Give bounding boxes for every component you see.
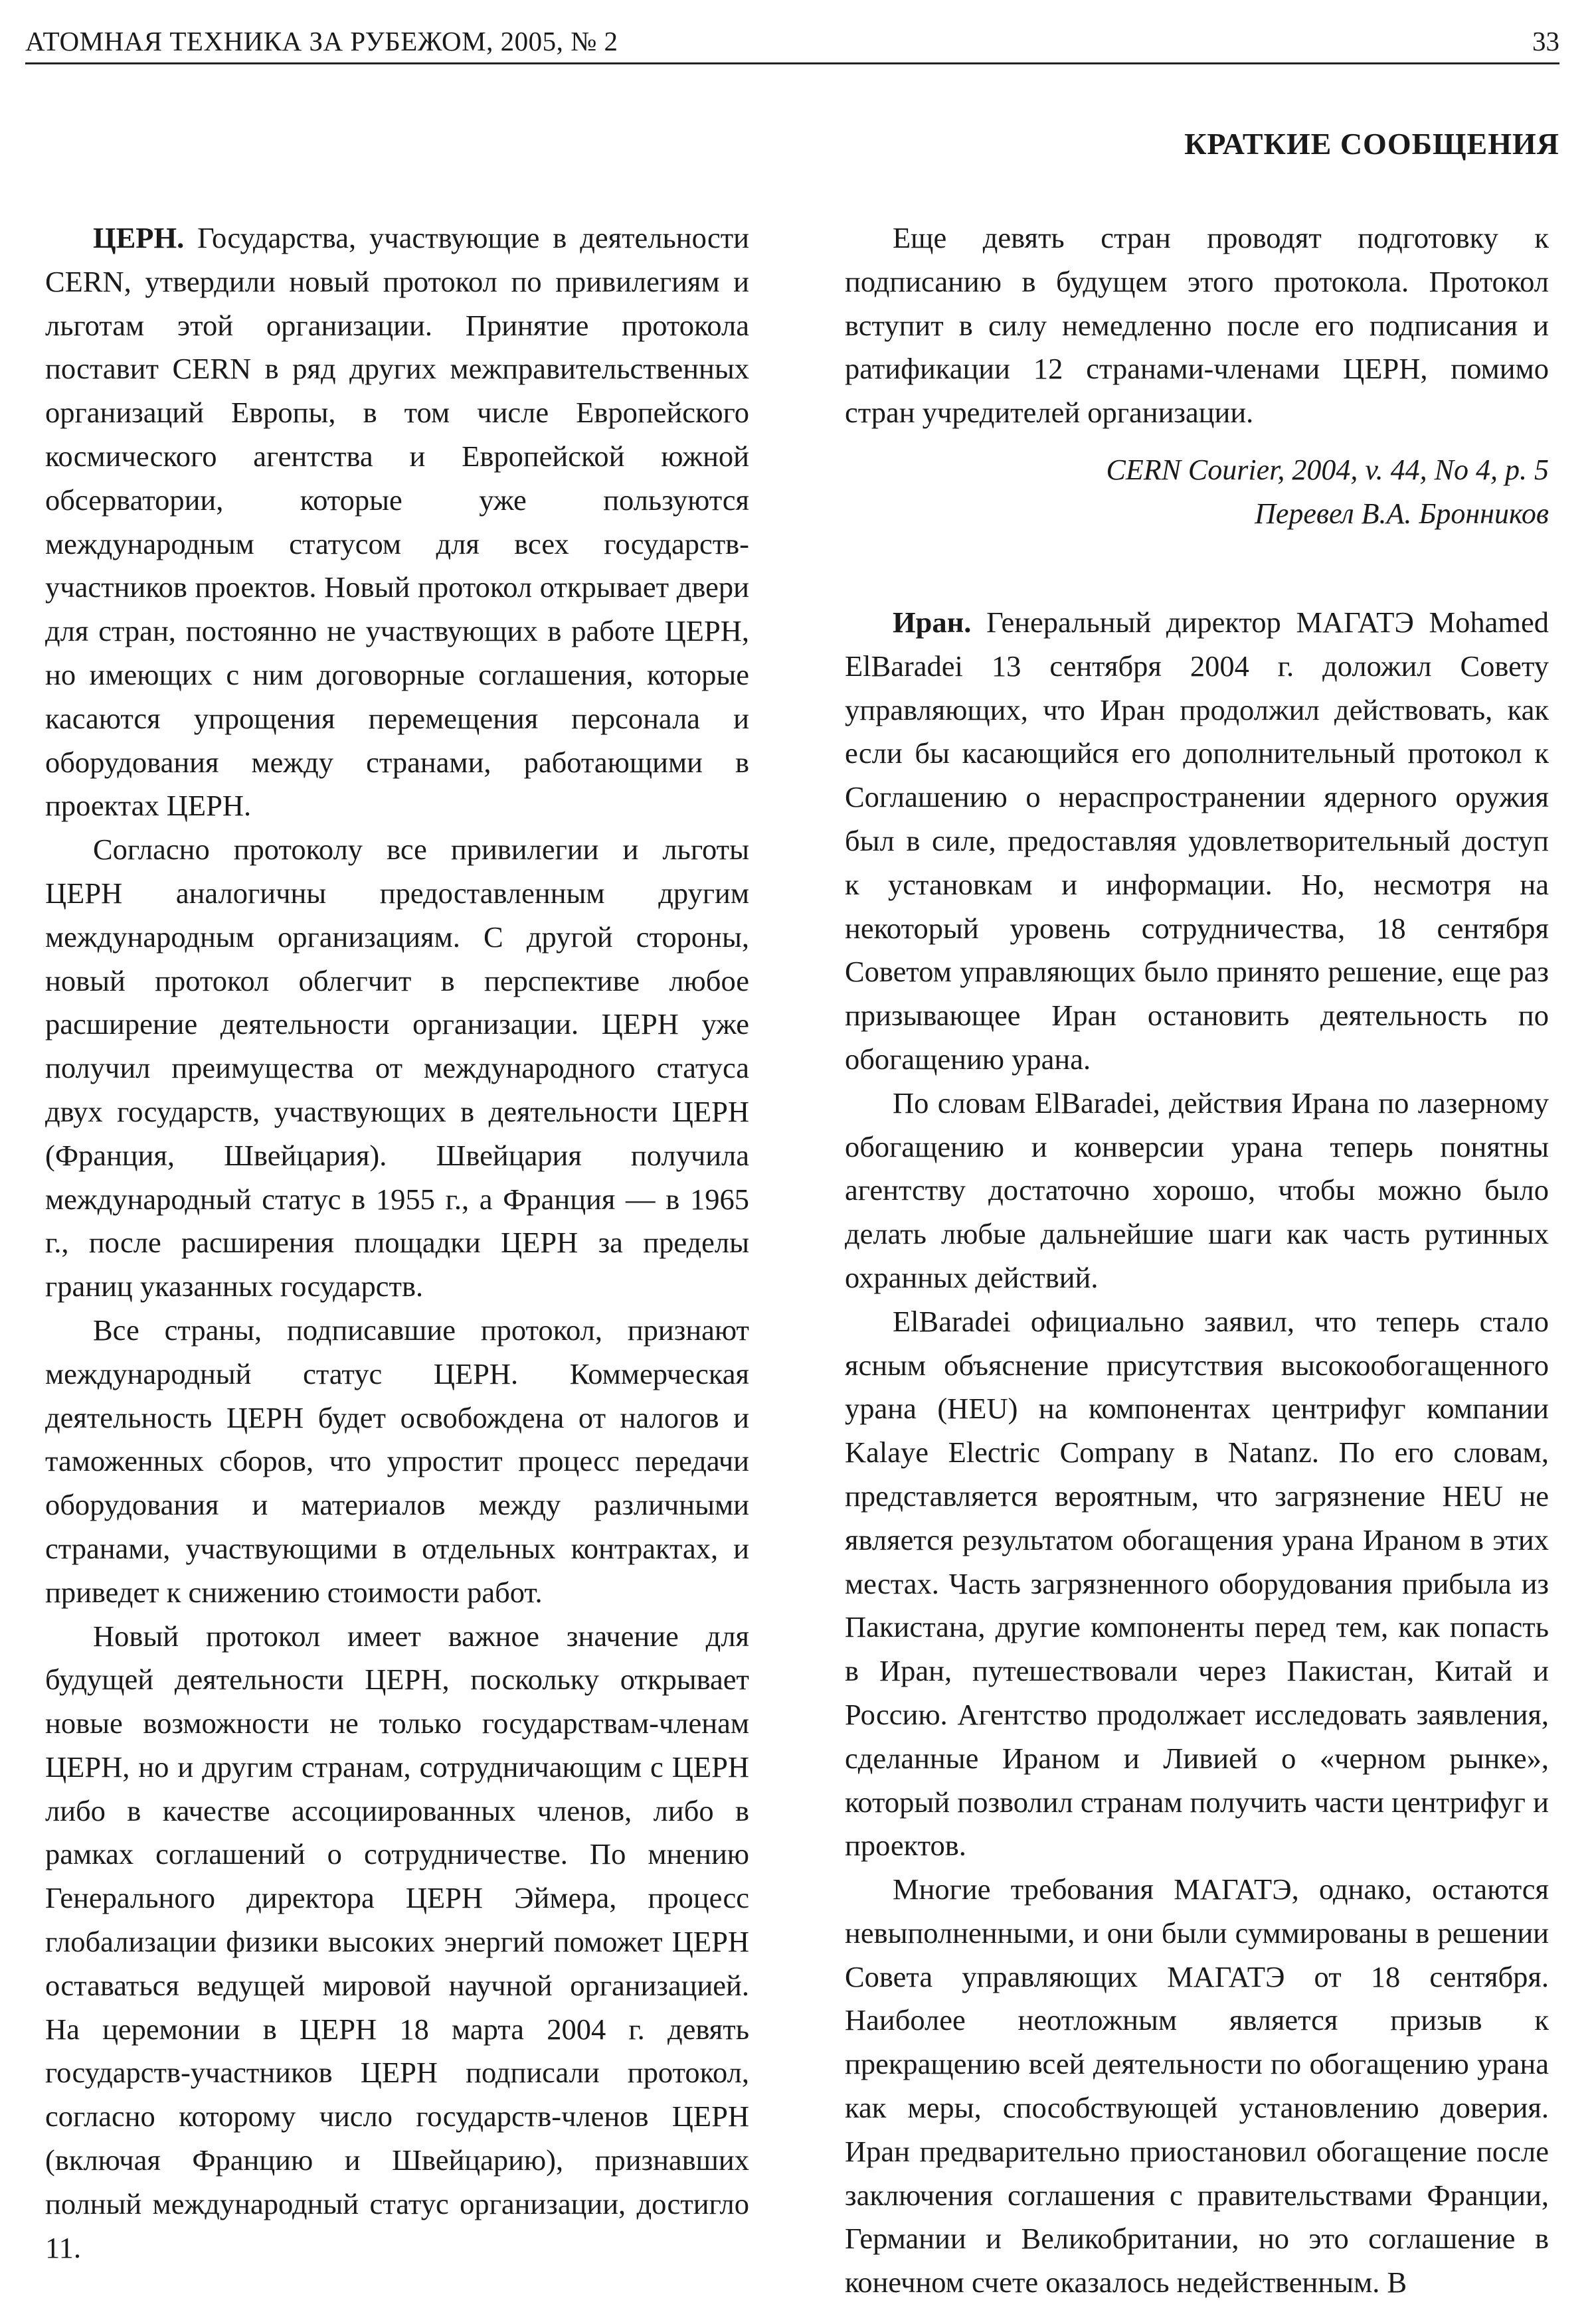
iran-paragraph-2: По словам ElBaradei, действия Ирана по лазерному обогащению и конверсии урана теперь понятны агентству достаточно хорошо, чтобы можно было делать любые дальнейшие шаги как часть рутинных охранных действий.	[845, 1086, 1549, 1294]
cern-paragraph-5: Еще девять стран проводят подготовку к подписанию в будущем этого протокола. Протокол вступит в силу немедленно после его подписания и ратификации 12 странами-членами ЦЕРН, помимо стран учредителей организации.	[845, 221, 1549, 430]
cern-paragraph-4: Новый протокол имеет важное значение для будущей деятельности ЦЕРН, поскольку открывает новые возможности не только государствам-членам ЦЕРН, но и другим странам, сотрудничающим с ЦЕРН либо в качестве ассоциированных членов, либо в рамках соглашений о сотрудничестве. По мнению Генерального директора ЦЕРН Эймера, процесс глобализации физики высоких энергий поможет ЦЕРН оставаться ведущей мировой научной организацией. На церемонии в ЦЕРН 18 марта 2004 г. девять государств-участников ЦЕРН подписали протокол, согласно которому число государств-членов ЦЕРН (включая Францию и Швейцарию), признавших полный международный статус организации, достигло 11.	[45, 1619, 749, 2264]
source-block	[845, 448, 1549, 536]
iran-paragraph-1-text: Генеральный директор МАГАТЭ Mohamed ElBaradei 13 сентября 2004 г. доложил Совету управляющих, что Иран продолжил действовать, как если бы касающийся его дополнительный протокол к Соглашению о нераспространении ядерного оружия был в силе, предоставляя удовлетворительный доступ к установкам и информации. Но, несмотря на некоторый уровень сотрудничества, 18 сентября Советом управляющих было принято решение, еще раз призывающее Иран остановить деятельность по обогащению урана.	[845, 605, 1549, 1076]
cern-paragraph-1	[45, 216, 749, 828]
article-separator	[845, 536, 1549, 601]
left-column	[45, 216, 749, 2270]
cern-lead: ЦЕРН.	[93, 221, 185, 254]
section-title: КРАТКИЕ СООБЩЕНИЯ	[1184, 127, 1559, 161]
journal-title: АТОМНАЯ ТЕХНИКА ЗА РУБЕЖОМ, 2005, № 2	[25, 26, 618, 56]
cern-paragraph-2: Согласно протоколу все привилегии и льготы ЦЕРН аналогичны предоставленным другим международным организациям. С другой стороны, новый протокол облегчит в перспективе любое расширение деятельности организации. ЦЕРН уже получил преимущества от международного статуса двух государств, участвующих в деятельности ЦЕРН (Франция, Швейцария). Швейцария получила международный статус в 1955 г., а Франция — в 1965 г., после расширения площадки ЦЕРН за пределы границ указанных государств.	[45, 833, 749, 1303]
iran-paragraph-1	[845, 601, 1549, 1082]
cern-paragraph-1-text: Государства, участвующие в деятельности CERN, утвердили новый протокол по привилегиям и льготам этой организации. Принятие протокола поставит CERN в ряд других межправительственных организаций Европы, в том числе Европейского космического агентства и Европейской южной обсерватории, которые уже пользуются международным статусом для всех государств-участников проектов. Новый протокол открывает двери для стран, постоянно не участвующих в работе ЦЕРН, но имеющих с ним договорные соглашения, которые касаются упрощения перемещения персонала и оборудования между странами, работающими в проектах ЦЕРН.	[45, 221, 749, 823]
page-header	[25, 20, 1559, 64]
page-number: 33	[1532, 26, 1559, 56]
iran-paragraph-4: Многие требования МАГАТЭ, однако, остаются невыполненными, и они были суммированы в решении Совета управляющих МАГАТЭ от 18 сентября. Наиболее неотложным является призыв к прекращению всей деятельности по обогащению урана как меры, способствующей установлению доверия. Иран предварительно приостановил обогащение после заключения соглашения с правительствами Франции, Германии и Великобритании, но это соглашение в конечном счете оказалось недейственным. В	[845, 1872, 1549, 2299]
cern-paragraph-3: Все страны, подписавшие протокол, признают международный статус ЦЕРН. Коммерческая деятельность ЦЕРН будет освобождена от налогов и таможенных сборов, что упростит процесс передачи оборудования и материалов между различными странами, участвующими в отдельных контрактах, и приведет к снижению стоимости работ.	[45, 1313, 749, 1609]
iran-paragraph-3: ElBaradei официально заявил, что теперь стало ясным объяснение присутствия высокообогащенного урана (HEU) на компонентах центрифуг компании Kalaye Electric Company в Natanz. По его словам, представляется вероятным, что загрязнение HEU не является результатом обогащения урана Ираном в этих местах. Часть загрязненного оборудования прибыла из Пакистана, другие компоненты перед тем, как попасть в Иран, путешествовали через Пакистан, Китай и Россию. Агентство продолжает исследовать заявления, сделанные Ираном и Ливией о «черном рынке», который позволил странам получить части центрифуг и проектов.	[845, 1304, 1549, 1863]
right-column	[845, 216, 1549, 2305]
source-citation: CERN Courier, 2004, v. 44, No 4, p. 5	[1106, 453, 1549, 486]
iran-lead: Иран.	[893, 605, 972, 639]
translator-credit: Перевел В.А. Бронников	[1255, 497, 1549, 530]
